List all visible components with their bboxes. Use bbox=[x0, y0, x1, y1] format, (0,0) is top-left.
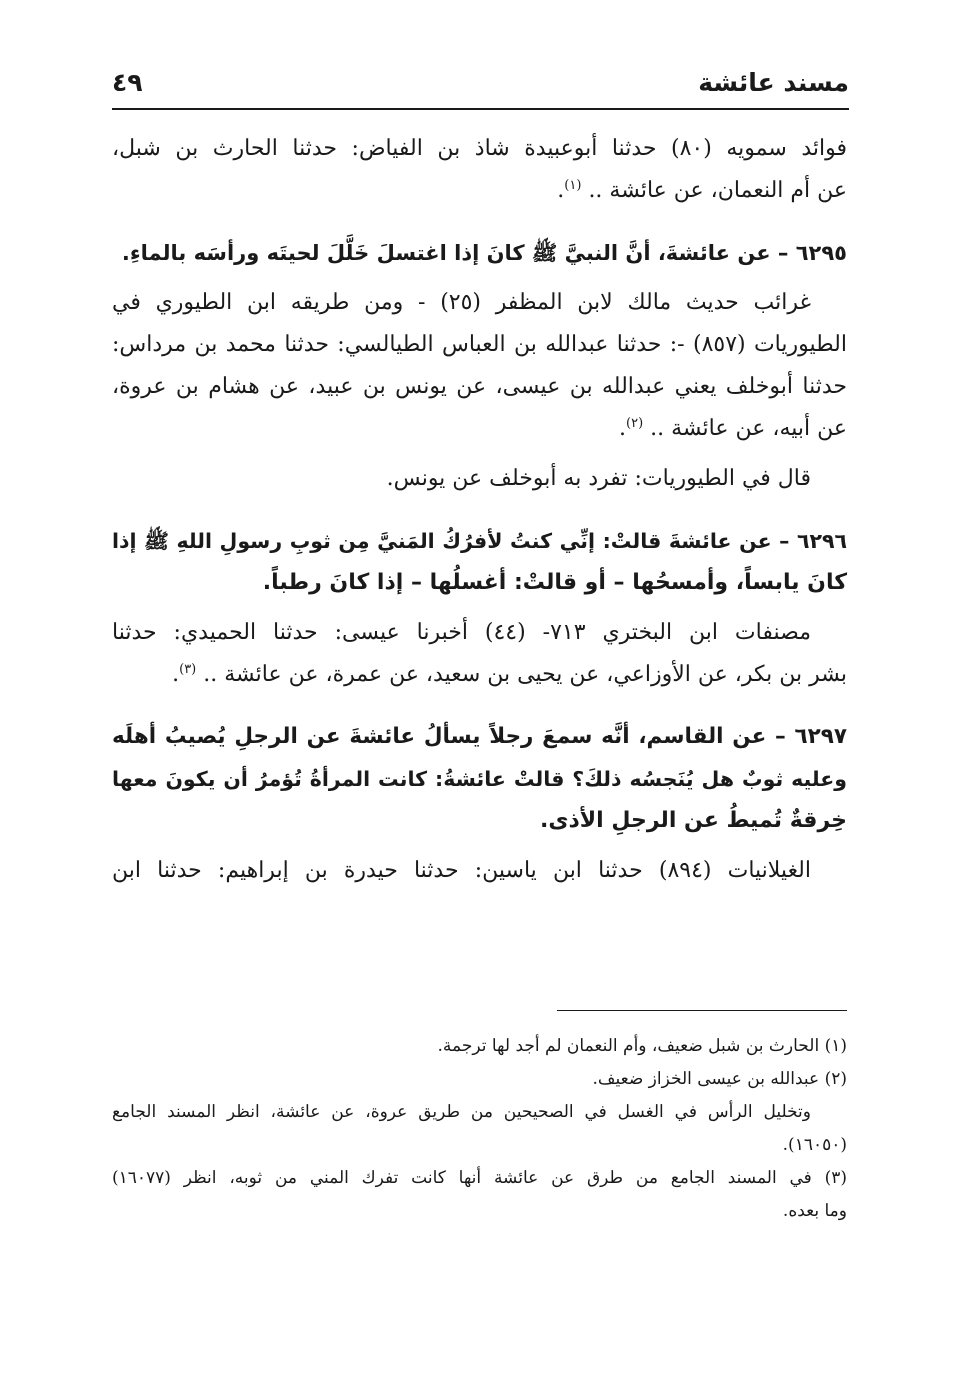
running-title: مسند عائشة bbox=[698, 68, 849, 97]
footnote-3: (٣) في المسند الجامع من طرق عن عائشة أنها كانت تفرك المني من ثوبه، انظر (١٦٠٧٧) bbox=[112, 1168, 847, 1188]
text-span: بشر بن بكر، عن الأوزاعي، عن يحيى بن سعيد، عن عمرة، عن عائشة .. bbox=[203, 662, 847, 687]
source-line bbox=[112, 170, 847, 212]
footnote-2: (٢) عبدالله بن عيسى الخزاز ضعيف. bbox=[592, 1069, 847, 1089]
text-span: عن أم النعمان، عن عائشة .. bbox=[588, 178, 847, 203]
footnote-2-cont: وتخليل الرأس في الغسل في الصحيحين من طريق عروة، عن عائشة، انظر المسند الجامع bbox=[112, 1102, 811, 1122]
footnote-divider bbox=[557, 1010, 847, 1011]
main-text bbox=[112, 128, 847, 892]
hadith-6296-cont: كانَ يابساً، وأمسحُها – أو قالتْ: أغسلُها – إذا كانَ رطباً. bbox=[262, 570, 847, 595]
hadith-6297: ٦٢٩٧ – عن القاسم، أنَّه سمعَ رجلاً يسألُ عائشةَ عن الرجلِ يُصيبُ أهلَه bbox=[112, 724, 847, 749]
footnote-ref: (٣) bbox=[179, 662, 197, 677]
period: . bbox=[557, 178, 565, 203]
remark-line: قال في الطيوريات: تفرد به أبوخلف عن يونس. bbox=[386, 466, 811, 491]
source-line: حدثنا أبوخلف يعني عبدالله بن عيسى، عن يونس بن عبيد، عن هشام بن عروة، bbox=[112, 374, 847, 399]
page-number: ٤٩ bbox=[112, 68, 143, 97]
footnote-ref: (١) bbox=[564, 178, 582, 193]
page-header bbox=[112, 62, 849, 110]
footnote-1: (١) الحارث بن شبل ضعيف، وأم النعمان لم أجد لها ترجمة. bbox=[437, 1036, 847, 1056]
source-line: غرائب حديث مالك لابن المظفر (٢٥) - ومن طريقه ابن الطيوري في bbox=[112, 290, 811, 315]
hadith-6295: ٦٢٩٥ – عن عائشةَ، أنَّ النبيَّ ﷺ كانَ إذا اغتسلَ خَلَّلَ لحيتَه ورأسَه بالماءِ. bbox=[121, 241, 847, 265]
footnote-3-cont: وما بعده. bbox=[782, 1201, 847, 1221]
period: . bbox=[619, 416, 626, 441]
period: . bbox=[172, 662, 180, 687]
source-line: مصنفات ابن البختري ٧١٣- (٤٤) أخبرنا عيسى: حدثنا الحميدي: حدثنا bbox=[112, 620, 811, 645]
hadith-6297-cont: خِرقةٌ تُميطُ عن الرجلِ الأذى. bbox=[539, 808, 847, 833]
footnotes bbox=[112, 1030, 847, 1228]
source-line: فوائد سمويه (٨٠) حدثنا أبوعبيدة شاذ بن الفياض: حدثنا الحارث بن شبل، bbox=[112, 136, 847, 161]
text-span: عن أبيه، عن عائشة .. bbox=[650, 416, 847, 441]
footnote-2-cont: (١٦٠٥٠). bbox=[782, 1135, 847, 1155]
hadith-6297-cont: وعليه ثوبٌ هل يُنَجسُه ذلكَ؟ قالتْ عائشةُ: كانت المرأةُ تُؤمرُ أن يكونَ معها bbox=[112, 767, 847, 791]
hadith-6296: ٦٢٩٦ – عن عائشةَ قالتْ: إنِّي كنتُ لأفرُكُ المَنيَّ مِن ثوبِ رسولِ اللهِ ﷺ إذا bbox=[112, 529, 847, 553]
source-line: الغيلانيات (٨٩٤) حدثنا ابن ياسين: حدثنا حيدرة بن إبراهيم: حدثنا ابن bbox=[112, 858, 811, 883]
source-line bbox=[112, 654, 847, 696]
source-line: الطيوريات (٨٥٧) -: حدثنا عبدالله بن العباس الطيالسي: حدثنا محمد بن مرداس: bbox=[112, 332, 847, 357]
source-line bbox=[112, 408, 847, 450]
footnote-ref: (٢) bbox=[626, 416, 644, 431]
